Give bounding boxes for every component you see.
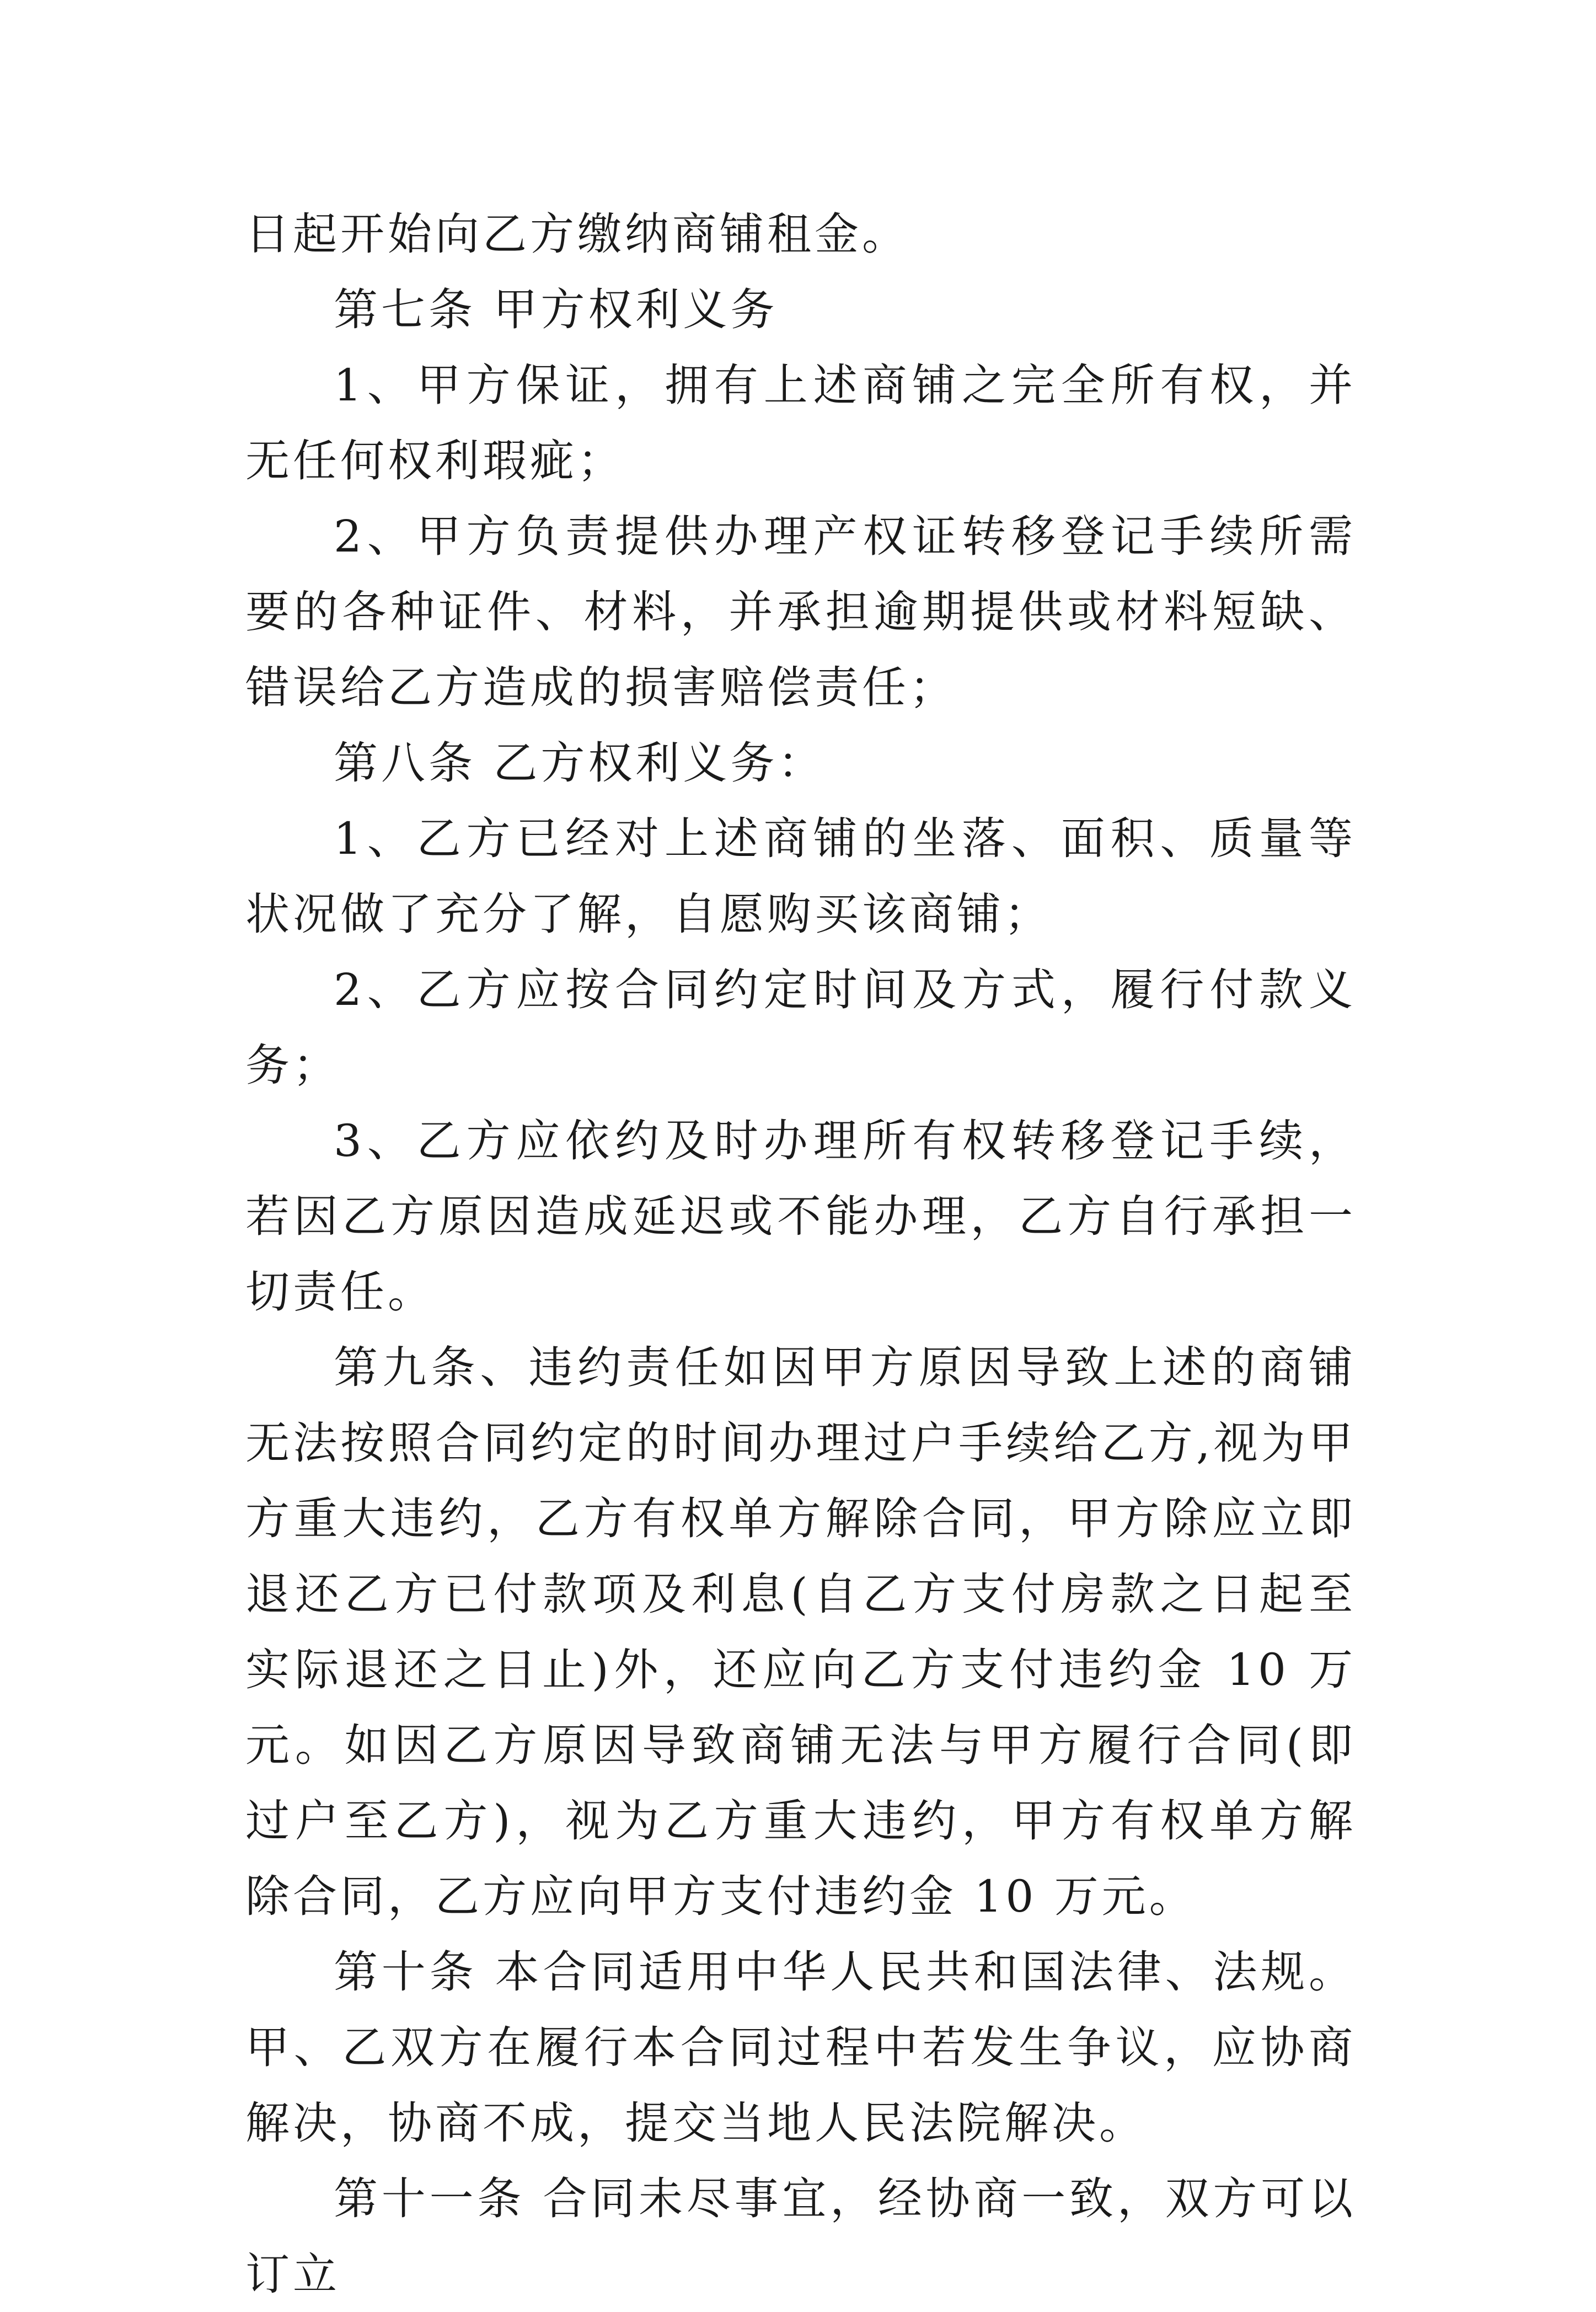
article-11-misc: 第十一条 合同未尽事宜，经协商一致，双方可以订立 [245,2173,1356,2300]
article-10-law: 第十条 本合同适用中华人民共和国法律、法规。甲、乙双方在履行本合同过程中若发生争议，应协商解决，协商不成，提交当地人民法院解决。 [245,1946,1356,2149]
article-7-item-1: 1、甲方保证，拥有上述商铺之完全所有权，并无任何权利瑕疵； [245,360,1356,486]
article-8-heading: 第八条 乙方权利义务： [334,737,826,789]
article-9-breach: 第九条、违约责任如因甲方原因导致上述的商铺无法按照合同约定的时间办理过户手续给乙方,视为甲方重大违约，乙方有权单方解除合同，甲方除应立即退还乙方已付款项及利息(自乙方支付房款之日起至实际退还之日止)外，还应向乙方支付违约金 10 万元。如因乙方原因导致商铺无法与甲方履行合同(即过户至乙方)，视为乙方重大违约，甲方有权单方解除合同，乙方应向甲方支付违约金 10 万元。 [245,1342,1356,1922]
contract-text [245,196,1356,2312]
article-8-item-3: 3、乙方应依约及时办理所有权转移登记手续，若因乙方原因造成延迟或不能办理，乙方自行承担一切责任。 [245,1115,1356,1318]
article-8-item-2: 2、乙方应按合同约定时间及方式，履行付款义务； [245,964,1356,1091]
paragraph-rent-start: 日起开始向乙方缴纳商铺租金。 [245,208,909,260]
article-8-item-1: 1、乙方已经对上述商铺的坐落、面积、质量等状况做了充分了解，自愿购买该商铺； [245,813,1356,940]
article-7-heading: 第七条 甲方权利义务 [334,284,778,335]
article-7-item-2: 2、甲方负责提供办理产权证转移登记手续所需要的各种证件、材料，并承担逾期提供或材料短缺、错误给乙方造成的损害赔偿责任； [245,511,1356,713]
